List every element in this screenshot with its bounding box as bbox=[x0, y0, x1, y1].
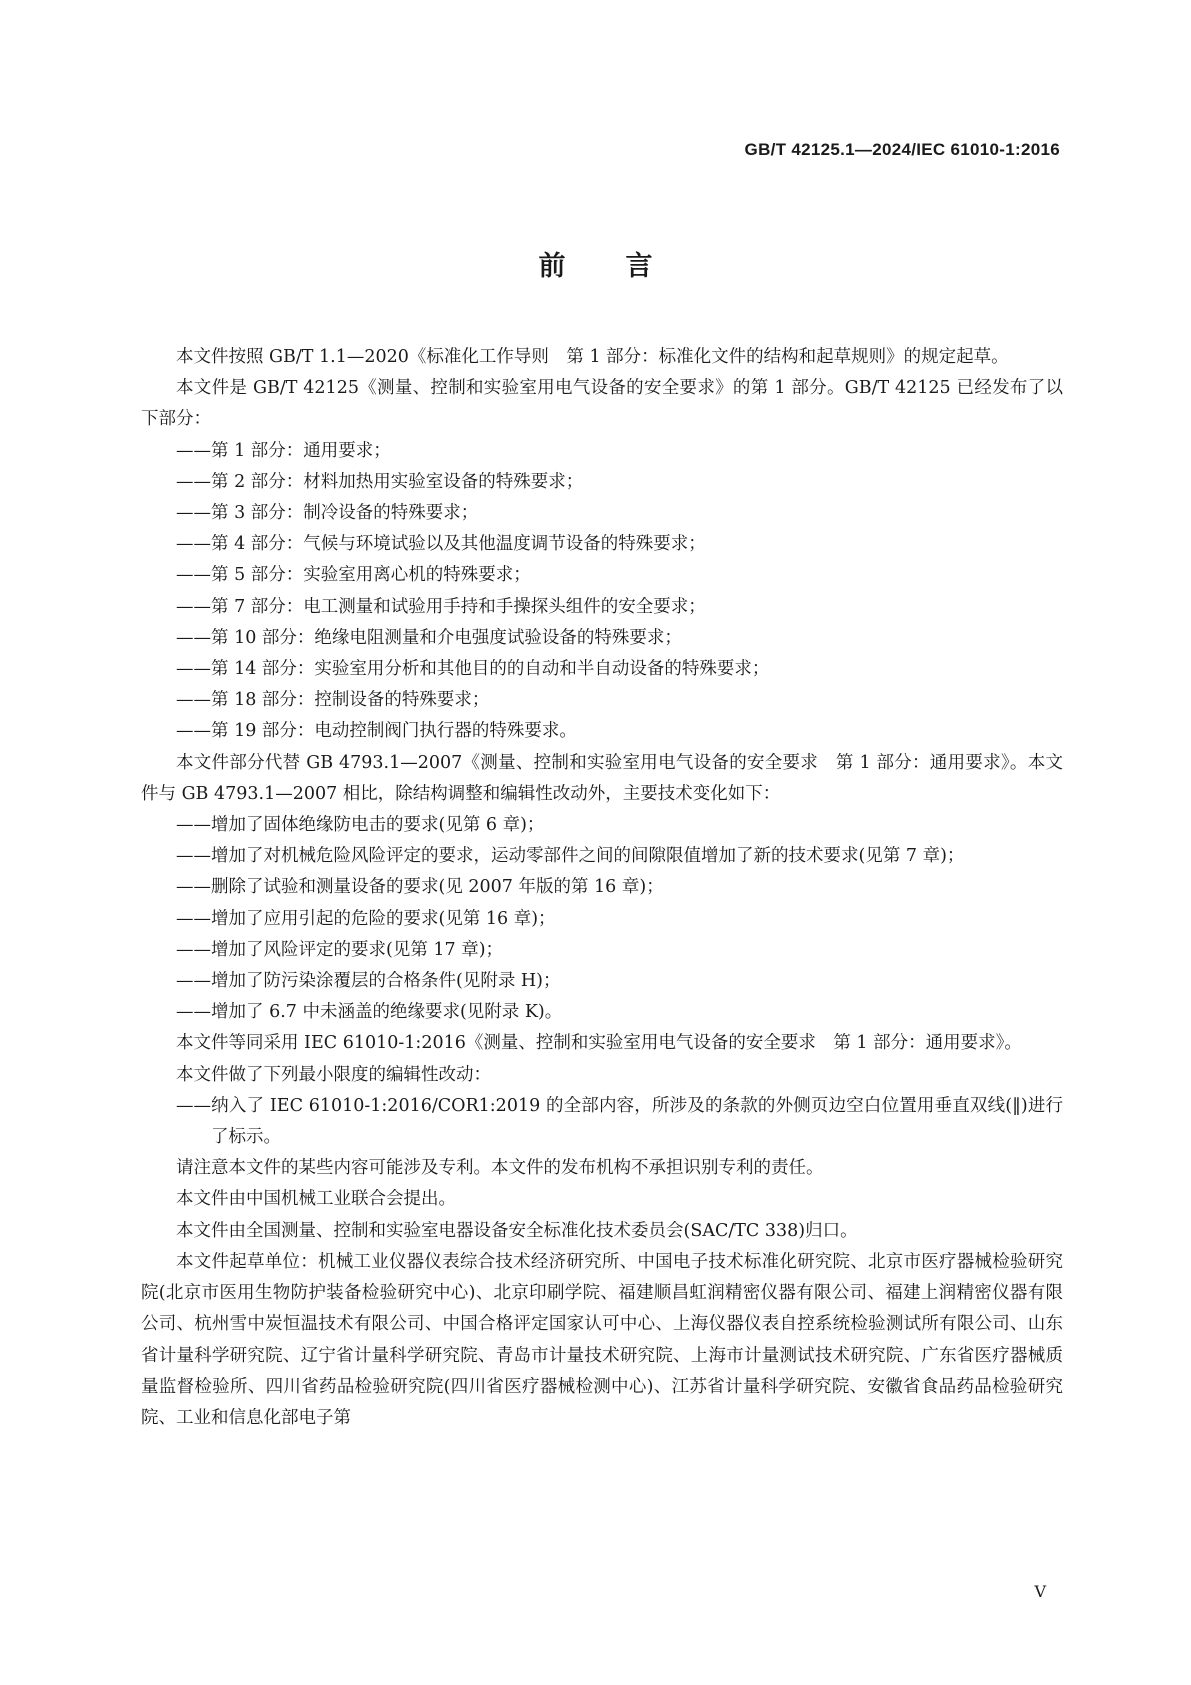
paragraph: 本文件做了下列最小限度的编辑性改动： bbox=[176, 1064, 491, 1085]
paragraph: 本文件由中国机械工业联合会提出。 bbox=[176, 1189, 456, 1210]
list-item: ——纳入了 IEC 61010-1:2016/COR1:2019 的全部内容，所涉及的条款的外侧页边空白位置用垂直双线(‖)进行了标示。 bbox=[176, 1095, 1063, 1148]
list-item: ——增加了固体绝缘防电击的要求(见第 6 章)； bbox=[176, 815, 545, 836]
list-item: ——第 2 部分：材料加热用实验室设备的特殊要求； bbox=[176, 471, 584, 492]
list-item: ——第 10 部分：绝缘电阻测量和介电强度试验设备的特殊要求； bbox=[176, 627, 682, 648]
list-item: ——增加了防污染涂覆层的合格条件(见附录 H)； bbox=[176, 971, 561, 992]
list-item: ——第 5 部分：实验室用离心机的特殊要求； bbox=[176, 565, 531, 586]
page-number: V bbox=[1034, 1582, 1046, 1601]
list-item: ——第 3 部分：制冷设备的特殊要求； bbox=[176, 503, 479, 524]
paragraph: 本文件是 GB/T 42125《测量、控制和实验室用电气设备的安全要求》的第 1 部分。GB/T 42125 已经发布了以下部分： bbox=[141, 378, 1063, 430]
list-item: ——增加了风险评定的要求(见第 17 章)； bbox=[176, 939, 504, 960]
list-item: ——删除了试验和测量设备的要求(见 2007 年版的第 16 章)； bbox=[176, 877, 664, 898]
page-title: 前言 bbox=[538, 251, 713, 282]
paragraph: 本文件按照 GB/T 1.1—2020《标准化工作导则 第 1 部分：标准化文件的结构和起草规则》的规定起草。 bbox=[176, 347, 1009, 367]
paragraph: 本文件等同采用 IEC 61010-1:2016《测量、控制和实验室用电气设备的安全要求 第 1 部分：通用要求》。 bbox=[176, 1033, 1022, 1054]
paragraph: 本文件部分代替 GB 4793.1—2007《测量、控制和实验室用电气设备的安全要求 第 1 部分：通用要求》。本文件与 GB 4793.1—2007 相比，除结构调整和编辑性改动外，主要技术变化如下： bbox=[141, 752, 1063, 804]
list-item: ——第 4 部分：气候与环境试验以及其他温度调节设备的特殊要求； bbox=[176, 534, 706, 555]
list-item: ——增加了 6.7 中未涵盖的绝缘要求(见附录 K)。 bbox=[176, 1002, 563, 1023]
list-item: ——第 7 部分：电工测量和试验用手持和手操探头组件的安全要求； bbox=[176, 596, 706, 617]
list-item: ——第 1 部分：通用要求； bbox=[176, 440, 391, 461]
list-item: ——第 18 部分：控制设备的特殊要求； bbox=[176, 690, 490, 711]
list-item: ——第 19 部分：电动控制阀门执行器的特殊要求。 bbox=[176, 721, 577, 742]
paragraph: 本文件由全国测量、控制和实验室电器设备安全标准化技术委员会(SAC/TC 338)归口。 bbox=[176, 1220, 858, 1241]
list-item: ——第 14 部分：实验室用分析和其他目的的自动和半自动设备的特殊要求； bbox=[176, 659, 770, 680]
list-item: ——增加了对机械危险风险评定的要求，运动零部件之间的间隙限值增加了新的技术要求(见第 7 章)； bbox=[176, 846, 965, 867]
paragraph: 本文件起草单位：机械工业仪器仪表综合技术经济研究所、中国电子技术标准化研究院、北京市医疗器械检验研究院(北京市医用生物防护装备检验研究中心)、北京印刷学院、福建顺昌虹润精密仪器有限公司、福建上润精密仪器有限公司、杭州雪中炭恒温技术有限公司、中国合格评定国家认可中心、上海仪器仪表自控系统检验测试所有限公司、山东省计量科学研究院、辽宁省计量科学研究院、青岛市计量技术研究院、上海市计量测试技术研究院、广东省医疗器械质量监督检验所、四川省药品检验研究院(四川省医疗器械检测中心)、江苏省计量科学研究院、安徽省食品药品检验研究院、工业和信息化部电子第 bbox=[141, 1251, 1063, 1428]
standard-number-header: GB/T 42125.1—2024/IEC 61010-1:2016 bbox=[744, 140, 1060, 159]
paragraph: 请注意本文件的某些内容可能涉及专利。本文件的发布机构不承担识别专利的责任。 bbox=[176, 1158, 824, 1179]
foreword-body bbox=[141, 342, 1063, 1434]
list-item: ——增加了应用引起的危险的要求(见第 16 章)； bbox=[176, 908, 556, 929]
